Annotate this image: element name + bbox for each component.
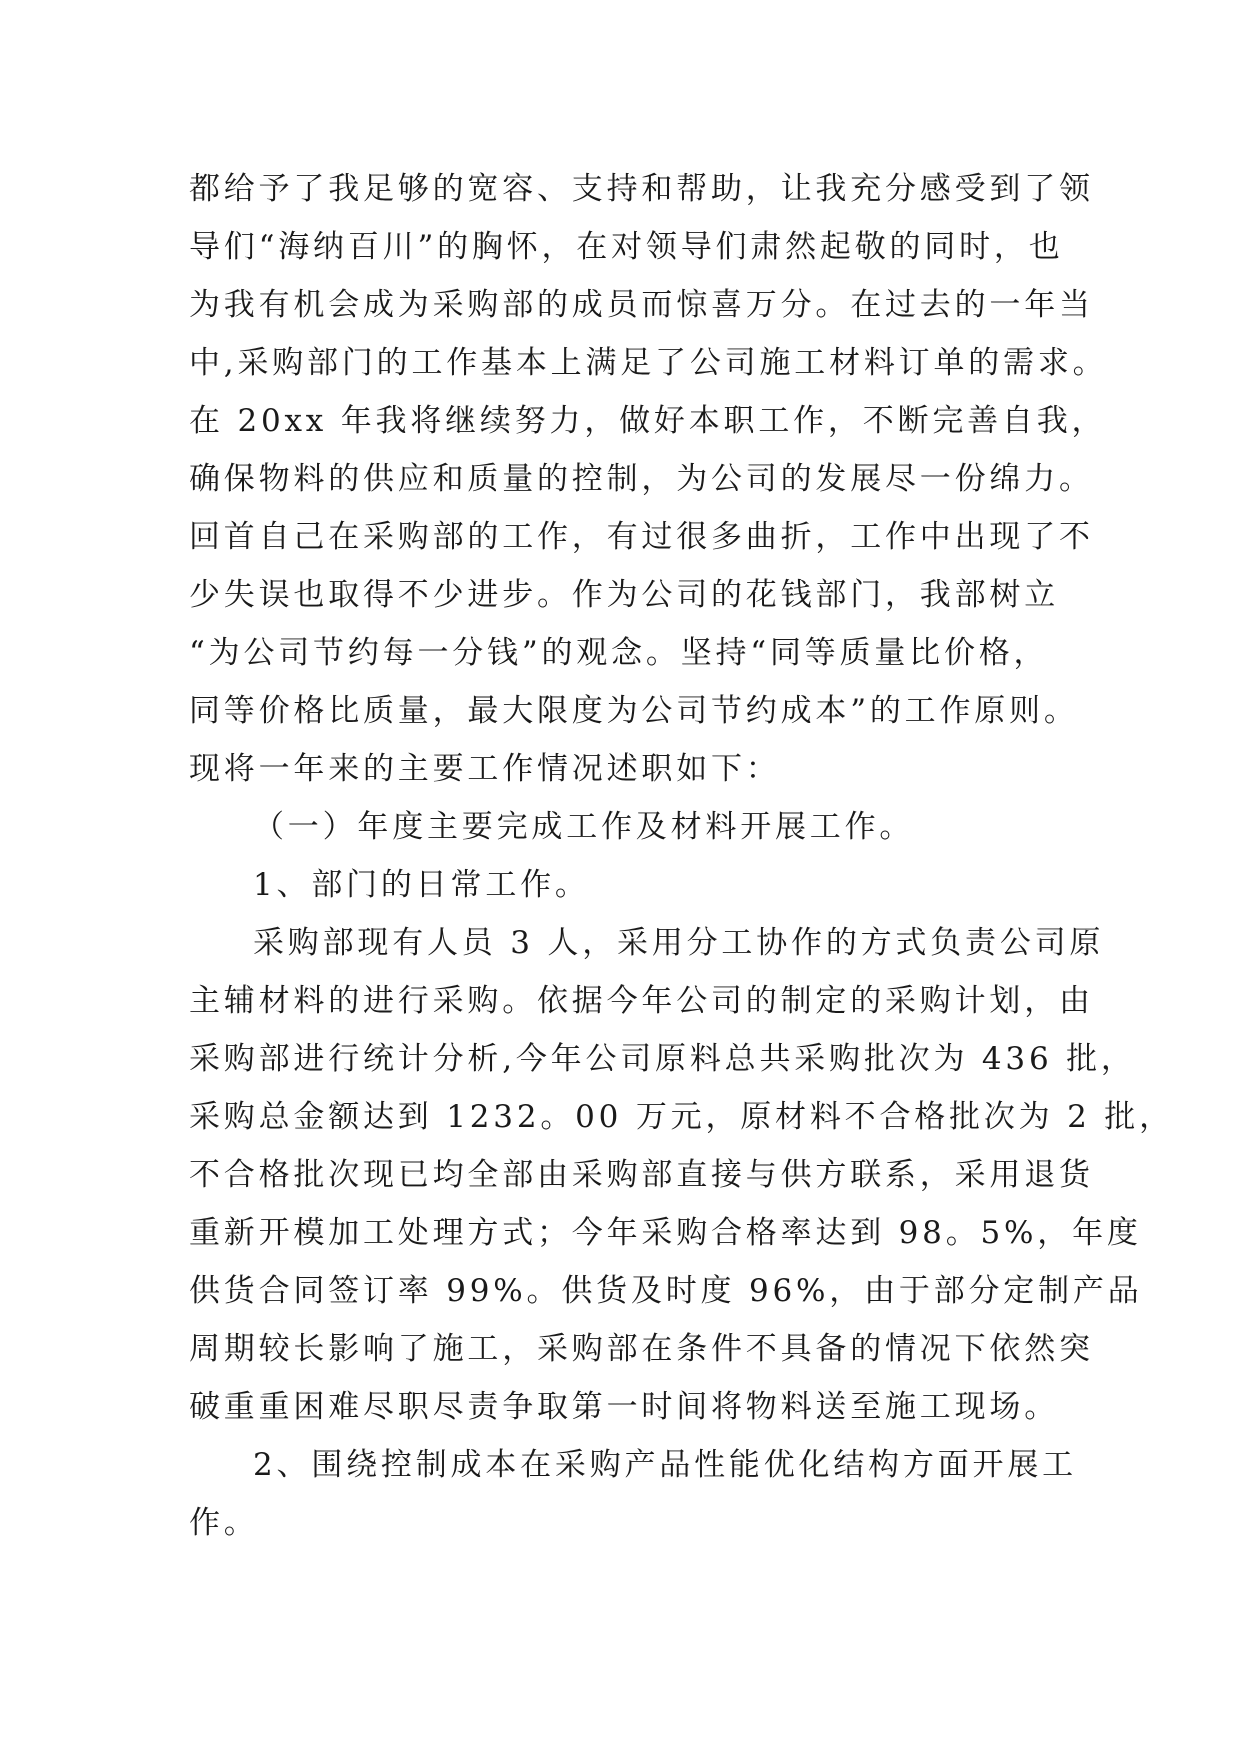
subsection-heading: 1、部门的日常工作。: [253, 867, 590, 903]
text-line: 导们“海纳百川”的胸怀，在对领导们肃然起敬的同时，也: [189, 229, 1064, 265]
text-line: 重新开模加工处理方式；今年采购合格率达到 98。5%，年度: [189, 1215, 1142, 1251]
text-line: “为公司节约每一分钱”的观念。坚持“同等质量比价格，: [189, 635, 1049, 671]
text-line: 采购总金额达到 1232。00 万元，原材料不合格批次为 2 批，: [189, 1099, 1174, 1135]
text-line: 都给予了我足够的宽容、支持和帮助，让我充分感受到了领: [189, 171, 1094, 207]
text-line: 现将一年来的主要工作情况述职如下：: [189, 751, 781, 787]
text-line: 采购部进行统计分析,今年公司原料总共采购批次为 436 批，: [189, 1041, 1136, 1077]
text-line: 同等价格比质量，最大限度为公司节约成本”的工作原则。: [189, 693, 1079, 729]
text-line: 作。: [189, 1505, 259, 1541]
text-line: 破重重困难尽职尽责争取第一时间将物料送至施工现场。: [189, 1389, 1059, 1425]
text-line: 周期较长影响了施工，采购部在条件不具备的情况下依然突: [189, 1331, 1094, 1367]
section-heading: （一）年度主要完成工作及材料开展工作。: [253, 809, 915, 845]
text-line: 回首自己在采购部的工作，有过很多曲折，工作中出现了不: [189, 519, 1094, 555]
text-line: 采购部现有人员 3 人，采用分工协作的方式负责公司原: [253, 925, 1105, 961]
text-line: 在 20xx 年我将继续努力，做好本职工作，不断完善自我，: [189, 403, 1107, 439]
text-line: 中,采购部门的工作基本上满足了公司施工材料订单的需求。: [189, 345, 1108, 381]
text-line: 主辅材料的进行采购。依据今年公司的制定的采购计划，由: [189, 983, 1094, 1019]
subsection-heading: 2、围绕控制成本在采购产品性能优化结构方面开展工: [253, 1447, 1077, 1483]
text-line: 供货合同签订率 99%。供货及时度 96%，由于部分定制产品: [189, 1273, 1143, 1309]
text-line: 不合格批次现已均全部由采购部直接与供方联系，采用退货: [189, 1157, 1094, 1193]
text-line: 为我有机会成为采购部的成员而惊喜万分。在过去的一年当: [189, 287, 1094, 323]
body-text: [189, 160, 1174, 1552]
text-line: 少失误也取得不少进步。作为公司的花钱部门，我部树立: [189, 577, 1059, 613]
text-line: 确保物料的供应和质量的控制，为公司的发展尽一份绵力。: [189, 461, 1094, 497]
